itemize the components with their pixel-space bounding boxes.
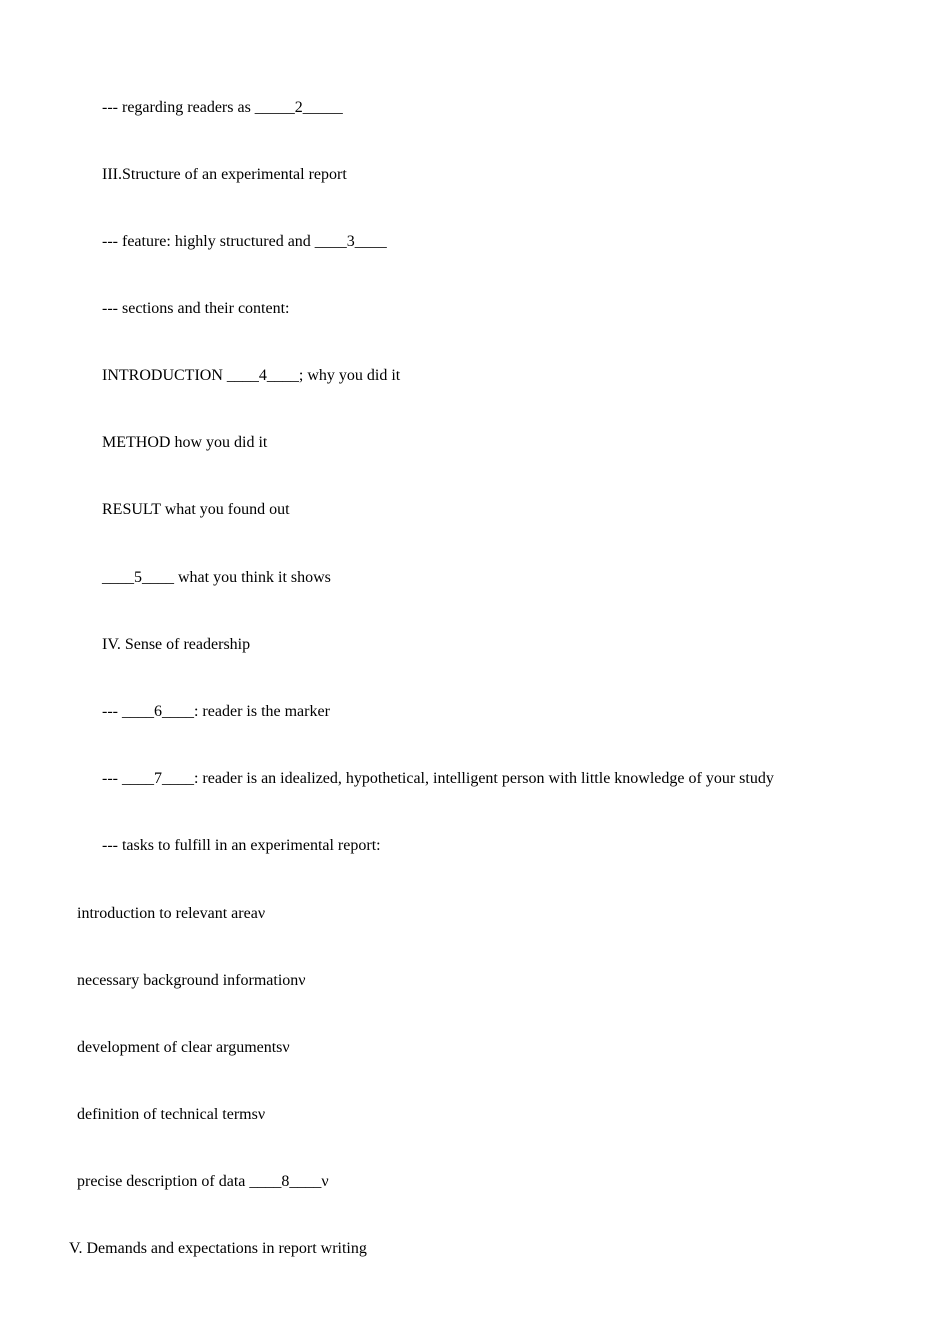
heading-readership: IV. Sense of readership [102,636,251,653]
task-item-technical-terms: definition of technical termsν [77,1106,266,1123]
text-line-result: RESULT what you found out [102,501,290,518]
text-line-readers-as: --- regarding readers as _____2_____ [102,99,343,116]
task-item-data: precise description of data ____8____ν [77,1173,329,1190]
text-line-discussion-blank: ____5____ what you think it shows [102,569,331,586]
task-item-background: necessary background informationν [77,972,306,989]
text-line-marker: --- ____6____: reader is the marker [102,703,330,720]
task-item-introduction: introduction to relevant areaν [77,905,266,922]
text-line-introduction: INTRODUCTION ____4____; why you did it [102,367,401,384]
text-line-tasks: --- tasks to fulfill in an experimental report: [102,837,381,854]
heading-structure: III.Structure of an experimental report [102,166,347,183]
text-line-idealized-reader: --- ____7____: reader is an idealized, hypothetical, intelligent person with little knowledge of your study [102,770,774,787]
text-line-sections: --- sections and their content: [102,300,290,317]
task-item-arguments: development of clear argumentsν [77,1039,290,1056]
heading-demands: V. Demands and expectations in report writing [69,1240,367,1257]
text-line-feature: --- feature: highly structured and ____3____ [102,233,387,250]
text-line-method: METHOD how you did it [102,434,268,451]
